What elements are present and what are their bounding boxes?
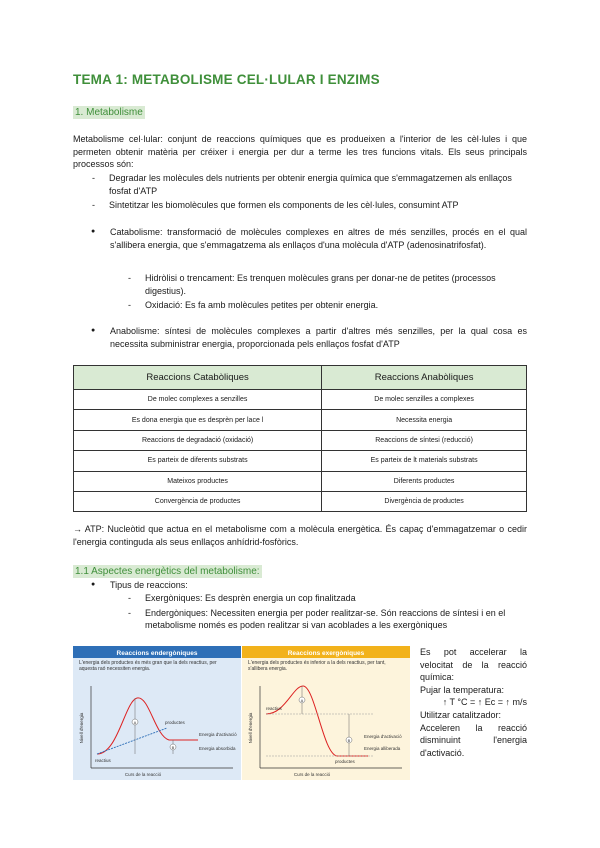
list-item: - Exergòniques: Es desprèn energia un cop finalitzada — [127, 592, 527, 605]
catabolism-bullet — [91, 226, 527, 253]
table-row — [74, 410, 527, 430]
table-cell: De molec senzilles a complexes — [322, 390, 527, 410]
side-formula: ↑ T °C = ↑ Ec = ↑ m/s — [442, 697, 527, 708]
label-products: productes — [335, 759, 355, 764]
list-item: - Oxidació: Es fa amb molècules petites per obtenir energia. — [127, 299, 527, 312]
table-header-anabolic: Reaccions Anabòliques — [322, 366, 527, 390]
anabolism-text: ● Anabolisme: síntesi de molècules complexes a partir d'altres més senzilles, per la qual cosa es necessita subministrar energia, proporcionada pels enllaços fosfat d'ATP — [91, 325, 527, 350]
table-cell: Reaccions de síntesi (reducció) — [322, 430, 527, 450]
table-row — [74, 430, 527, 450]
x-axis-label: Curs de la reacció — [124, 772, 162, 777]
table-cell: De molec complexes a senzilles — [74, 390, 322, 410]
table-cell: Convergència de productes — [74, 491, 322, 511]
metabolism-processes-list — [91, 172, 527, 214]
table-row — [74, 471, 527, 491]
table-cell: Diferents productes — [322, 471, 527, 491]
legend-activation: Energia d'activació — [199, 732, 237, 737]
reaction-types-list — [127, 592, 527, 634]
legend-activation: Energia d'activació — [364, 734, 402, 739]
section-heading-metabolisme: 1. Metabolisme — [75, 107, 143, 118]
endergonic-panel — [73, 646, 241, 780]
panel-title: Reaccions endergòniques — [116, 650, 198, 657]
marker-b-label: B — [171, 745, 175, 750]
panel-caption-box — [248, 660, 404, 682]
reaction-types-label: ● Tipus de reaccions: — [91, 579, 527, 592]
panel-caption: L'energia dels productes és més gran que la dels reactius, per aquesta raó necessiten energia. — [79, 660, 217, 672]
panel-caption: L'energia dels productes és inferior a la dels reactius, per tant, s'allibera energia. — [248, 660, 386, 672]
y-axis-label: Nivell d'energia — [248, 712, 253, 744]
atp-note: → ATP: Nucleòtid que actua en el metabolisme com a molècula energètica. És capaç d'emmagatzemar o cedir l'energia continguda als seus enllaços anhídrid-fosfòrics. — [73, 524, 527, 547]
energy-diagrams-figure — [73, 646, 410, 780]
label-products: productes — [165, 720, 185, 725]
reaction-speed-note — [420, 646, 527, 759]
label-reactants: reactius — [266, 706, 282, 711]
table-row — [74, 390, 527, 410]
catabolism-text: ● Catabolisme: transformació de molècules complexes en altres de més senzilles, procés en el qual s'allibera energia, que s'emmagatzema als enllaços d'una molècula d'ATP (adenosinatrifosfat). — [91, 226, 527, 251]
side-catalyst: Utilitzar catalitzador: — [420, 709, 502, 720]
list-item: - Sintetitzar les biomolècules que formen els components de les cèl·lules, consumint ATP — [91, 199, 527, 212]
anabolism-bullet — [91, 325, 527, 352]
legend-released: Energia alliberada — [364, 746, 401, 751]
list-item: - Degradar les molècules dels nutrients per obtenir energia química que s'emmagatzemen als enllaços fosfat d'ATP — [91, 172, 527, 197]
y-axis-label: Nivell d'energia — [79, 712, 84, 744]
x-axis-label: Curs de la reacció — [293, 772, 331, 777]
panel-caption-box — [79, 660, 235, 682]
side-temperature: Pujar la temperatura: — [420, 684, 505, 695]
side-intro: Es pot accelerar la velocitat de la reacció química: — [420, 647, 527, 683]
table-cell: Divergència de productes — [322, 491, 527, 511]
table-cell: Es dona energia que es desprèn per lace l — [74, 410, 322, 430]
table-cell: Necessita energia — [322, 410, 527, 430]
list-item: - Hidròlisi o trencament: Es trenquen molècules grans per donar-ne de petites (processos digestius). — [127, 272, 527, 297]
marker-b-label: B — [347, 738, 351, 743]
reactions-comparison-table — [73, 365, 527, 512]
table-cell: Mateixos productes — [74, 471, 322, 491]
panel-title: Reaccions exergòniques — [287, 650, 365, 657]
list-item: - Endergòniques: Necessiten energia per poder realitzar-se. Són reaccions de síntesi i en el metabolisme només es poden realitzar si van acoblades a les exergòniques — [127, 607, 527, 632]
marker-a-label: A — [300, 698, 304, 703]
label-reactants: reactius — [95, 758, 111, 763]
table-row — [74, 491, 527, 511]
marker-a-label: A — [133, 720, 137, 725]
table-cell: Es parteix de lt materials substrats — [322, 451, 527, 471]
table-cell: Reaccions de degradació (oxidació) — [74, 430, 322, 450]
legend-absorbed: Energia absorbida — [199, 746, 236, 751]
table-row — [74, 451, 527, 471]
metabolism-definition: Metabolisme cel·lular: conjunt de reaccions químiques que es produeixen a l'interior de les cèl·lules i que permeten obtenir matèria per créixer i energia per dur a terme les tres funcions vitals. Els seus principals processos són: — [73, 134, 527, 170]
exergonic-panel — [242, 646, 410, 780]
catabolism-types-list — [127, 272, 527, 314]
section-heading-energetic-aspects: 1.1 Aspectes energètics del metabolisme: — [75, 566, 260, 577]
table-cell: Es parteix de diferents substrats — [74, 451, 322, 471]
side-catalyst-desc: Acceleren la reacció disminuint l'energia d'activació. — [420, 722, 527, 758]
table-header-catabolic: Reaccions Catabòliques — [74, 366, 322, 390]
document-title: TEMA 1: METABOLISME CEL·LULAR I ENZIMS — [73, 72, 380, 87]
